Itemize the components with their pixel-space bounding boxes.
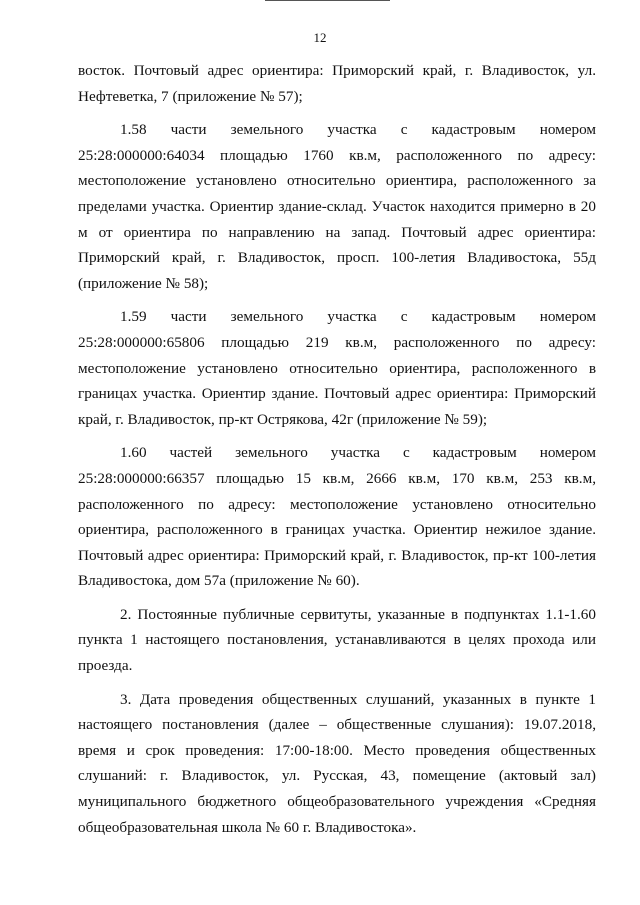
paragraph-item-1-60: 1.60 частей земельного участка с кадастровым номером 25:28:000000:66357 площадью 15 кв.м, 2666 кв.м, 170 кв.м, 253 кв.м, расположенного по адресу: местоположение установлено относительно ориентира, расположенного в границах участка. Ориентир нежилое здание. Почтовый адрес ориентира: Приморский край, г. Владивосток, пр-кт 100-летия Владивостока, дом 57а (приложение № 60).: [78, 444, 596, 590]
document-body: [78, 58, 596, 840]
paragraph-item-1-59: 1.59 части земельного участка с кадастровым номером 25:28:000000:65806 площадью 219 кв.м, расположенного по адресу: местоположение установлено относительно ориентира, расположенного в границах участка. Ориентир здание. Почтовый адрес ориентира: Приморский край, г. Владивосток, пр-кт Острякова, 42г (приложение № 59);: [78, 308, 596, 428]
paragraph-continuation: восток. Почтовый адрес ориентира: Приморский край, г. Владивосток, ул. Нефтеветка, 7 (приложение № 57);: [78, 62, 596, 105]
header-rule: [265, 0, 390, 1]
paragraph-item-3: 3. Дата проведения общественных слушаний, указанных в пункте 1 настоящего постановления (далее – общественные слушания): 19.07.2018, время и срок проведения: 17:00-18:00. Место проведения общественных слушаний: г. Владивосток, ул. Русская, 43, помещение (актовый зал) муниципального бюджетного общеобразовательного учреждения «Средняя общеобразовательная школа № 60 г. Владивостока».: [78, 690, 596, 836]
paragraph-item-1-58: 1.58 части земельного участка с кадастровым номером 25:28:000000:64034 площадью 1760 кв.м, расположенного по адресу: местоположение установлено относительно ориентира, расположенного за пределами участка. Ориентир здание-склад. Участок находится примерно в 20 м от ориентира по направлению на запад. Почтовый адрес ориентира: Приморский край, г. Владивосток, просп. 100-летия Владивостока, 55д (приложение № 58);: [78, 121, 596, 292]
page-number: 12: [313, 30, 327, 45]
paragraph-item-2: 2. Постоянные публичные сервитуты, указанные в подпунктах 1.1-1.60 пункта 1 настоящего постановления, устанавливаются в целях прохода или проезда.: [78, 605, 596, 675]
